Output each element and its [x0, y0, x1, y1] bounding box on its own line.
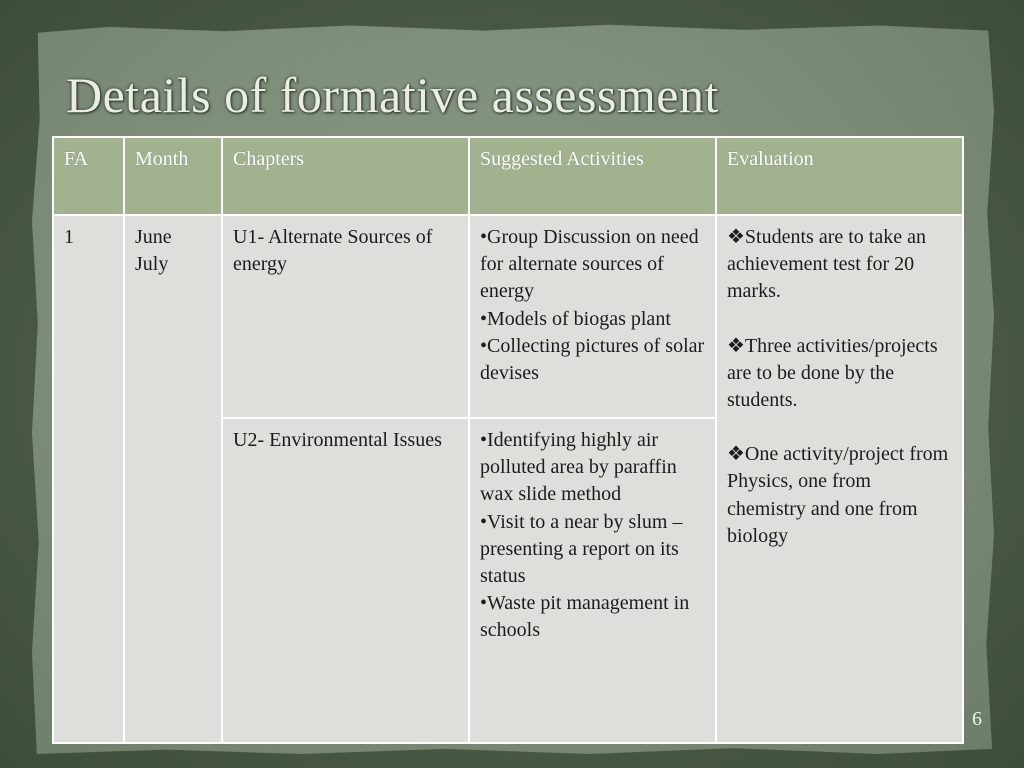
spacer	[727, 306, 953, 333]
month-line: July	[135, 253, 169, 276]
slide-number: 6	[972, 708, 982, 730]
cell-chapter-u1: U1- Alternate Sources of energy	[222, 215, 469, 418]
header-fa: FA	[53, 137, 124, 215]
cell-activities-u2	[469, 418, 716, 743]
spacer	[727, 414, 953, 441]
table-row	[53, 215, 963, 418]
evaluation-item: ❖Students are to take an achievement test for 20 marks.	[727, 226, 926, 303]
header-month: Month	[124, 137, 222, 215]
evaluation-item: ❖One activity/project from Physics, one from chemistry and one from biology	[727, 443, 949, 547]
cell-chapter-u2: U2- Environmental Issues	[222, 418, 469, 743]
month-line: June	[135, 226, 172, 248]
cell-month	[124, 215, 222, 743]
activity-item: •Identifying highly air polluted area by paraffin wax slide method	[480, 429, 677, 506]
activity-item: •Group Discussion on need for alternate sources of energy	[480, 226, 699, 303]
slide-title: Details of formative assessment	[66, 67, 719, 123]
evaluation-item: ❖Three activities/projects are to be done by the students.	[727, 334, 938, 412]
activity-item: •Collecting pictures of solar devises	[480, 334, 705, 385]
activity-item: •Visit to a near by slum – presenting a report on its status	[480, 510, 683, 588]
cell-fa-number: 1	[53, 215, 124, 743]
header-evaluation: Evaluation	[716, 137, 963, 215]
table-header-row	[53, 137, 963, 215]
header-suggested-activities: Suggested Activities	[469, 137, 716, 215]
activity-item: •Waste pit management in schools	[480, 592, 690, 642]
cell-evaluation	[716, 215, 963, 743]
cell-activities-u1	[469, 215, 716, 418]
header-chapters: Chapters	[222, 137, 469, 215]
formative-assessment-table	[52, 136, 964, 744]
activity-item: •Models of biogas plant	[480, 307, 671, 330]
